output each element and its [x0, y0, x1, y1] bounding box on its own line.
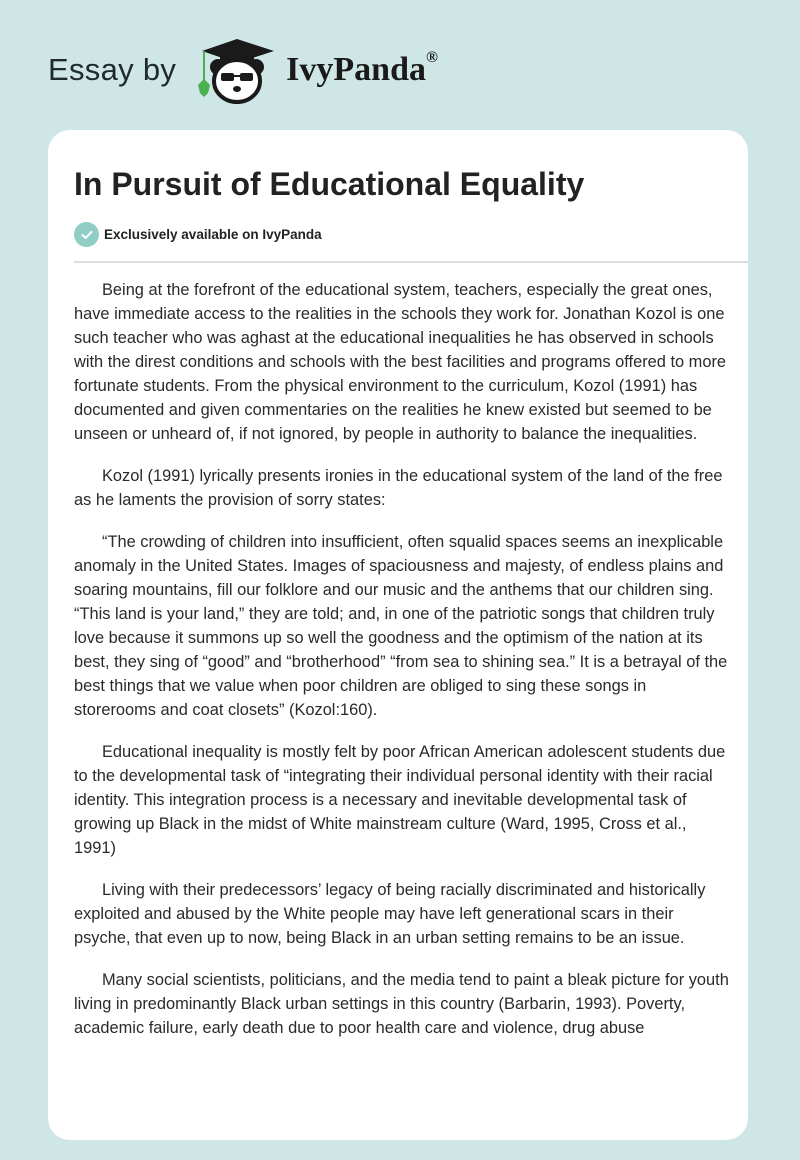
quote-paragraph: “The crowding of children into insufficient, often squalid spaces seems an inexplicable anomaly in the United States. Images of spaciousness and majesty, of endless plains and soaring mountains, fill our folklore and our music and the anthems that our children sing. “This land is your land,” they are told; and, in one of the patriotic songs that children truly love because it summons up so well the goodness and the optimism of the nation at its best, they sing of “good” and “brotherhood” “from sea to shining sea.” It is a betrayal of the best things that we value when poor children are obliged to sing these songs in storerooms and coat closets” (Kozol:160). — [74, 533, 728, 719]
divider — [74, 261, 748, 263]
exclusive-text: Exclusively available on IvyPanda — [104, 227, 322, 242]
essay-by-label: Essay by — [48, 52, 177, 87]
brand-name: IvyPanda® — [286, 49, 438, 88]
paragraph: Kozol (1991) lyrically presents ironies in the educational system of the land of the free as he laments the provision of sorry states: — [74, 467, 723, 509]
paragraph: Being at the forefront of the educational system, teachers, especially the great ones, have immediate access to the realities in the schools they work for. Jonathan Kozol is one such teacher who was aghast at the educational inequalities he has observed in schools with the direst conditions and schools with the best facilities and programs offered to more fortunate students. From the physical environment to the curriculum, Kozol (1991) has documented and given commentaries on the realities he knew existed but seemed to be unseen or unheard of, if not ignored, by people in authority to balance the inequalities. — [74, 281, 727, 443]
essay-card — [48, 130, 748, 1140]
ivypanda-logo[interactable] — [194, 35, 438, 105]
page-title: In Pursuit of Educational Equality — [74, 166, 585, 202]
check-icon — [74, 222, 99, 247]
paragraph: Educational inequality is mostly felt by poor African American adolescent students due to the developmental task of “integrating their individual personal identity with their racial identity. This integration process is a necessary and inevitable developmental task of growing up Black in the midst of White mainstream culture (Ward, 1995, Cross et al., 1991) — [74, 743, 726, 857]
essay-body — [74, 278, 730, 1058]
panda-graduate-icon — [194, 35, 280, 105]
exclusive-badge — [74, 222, 322, 247]
paragraph: Living with their predecessors’ legacy of being racially discriminated and historically exploited and abused by the White people may have left generational scars in their psyche, that even up to now, being Black in an urban setting remains to be an issue. — [74, 881, 706, 947]
paragraph: Many social scientists, politicians, and the media tend to paint a bleak picture for youth living in predominantly Black urban settings in this country (Barbarin, 1993). Poverty, academic failure, early death due to poor health care and violence, drug abuse — [74, 971, 729, 1037]
site-header — [48, 30, 438, 110]
